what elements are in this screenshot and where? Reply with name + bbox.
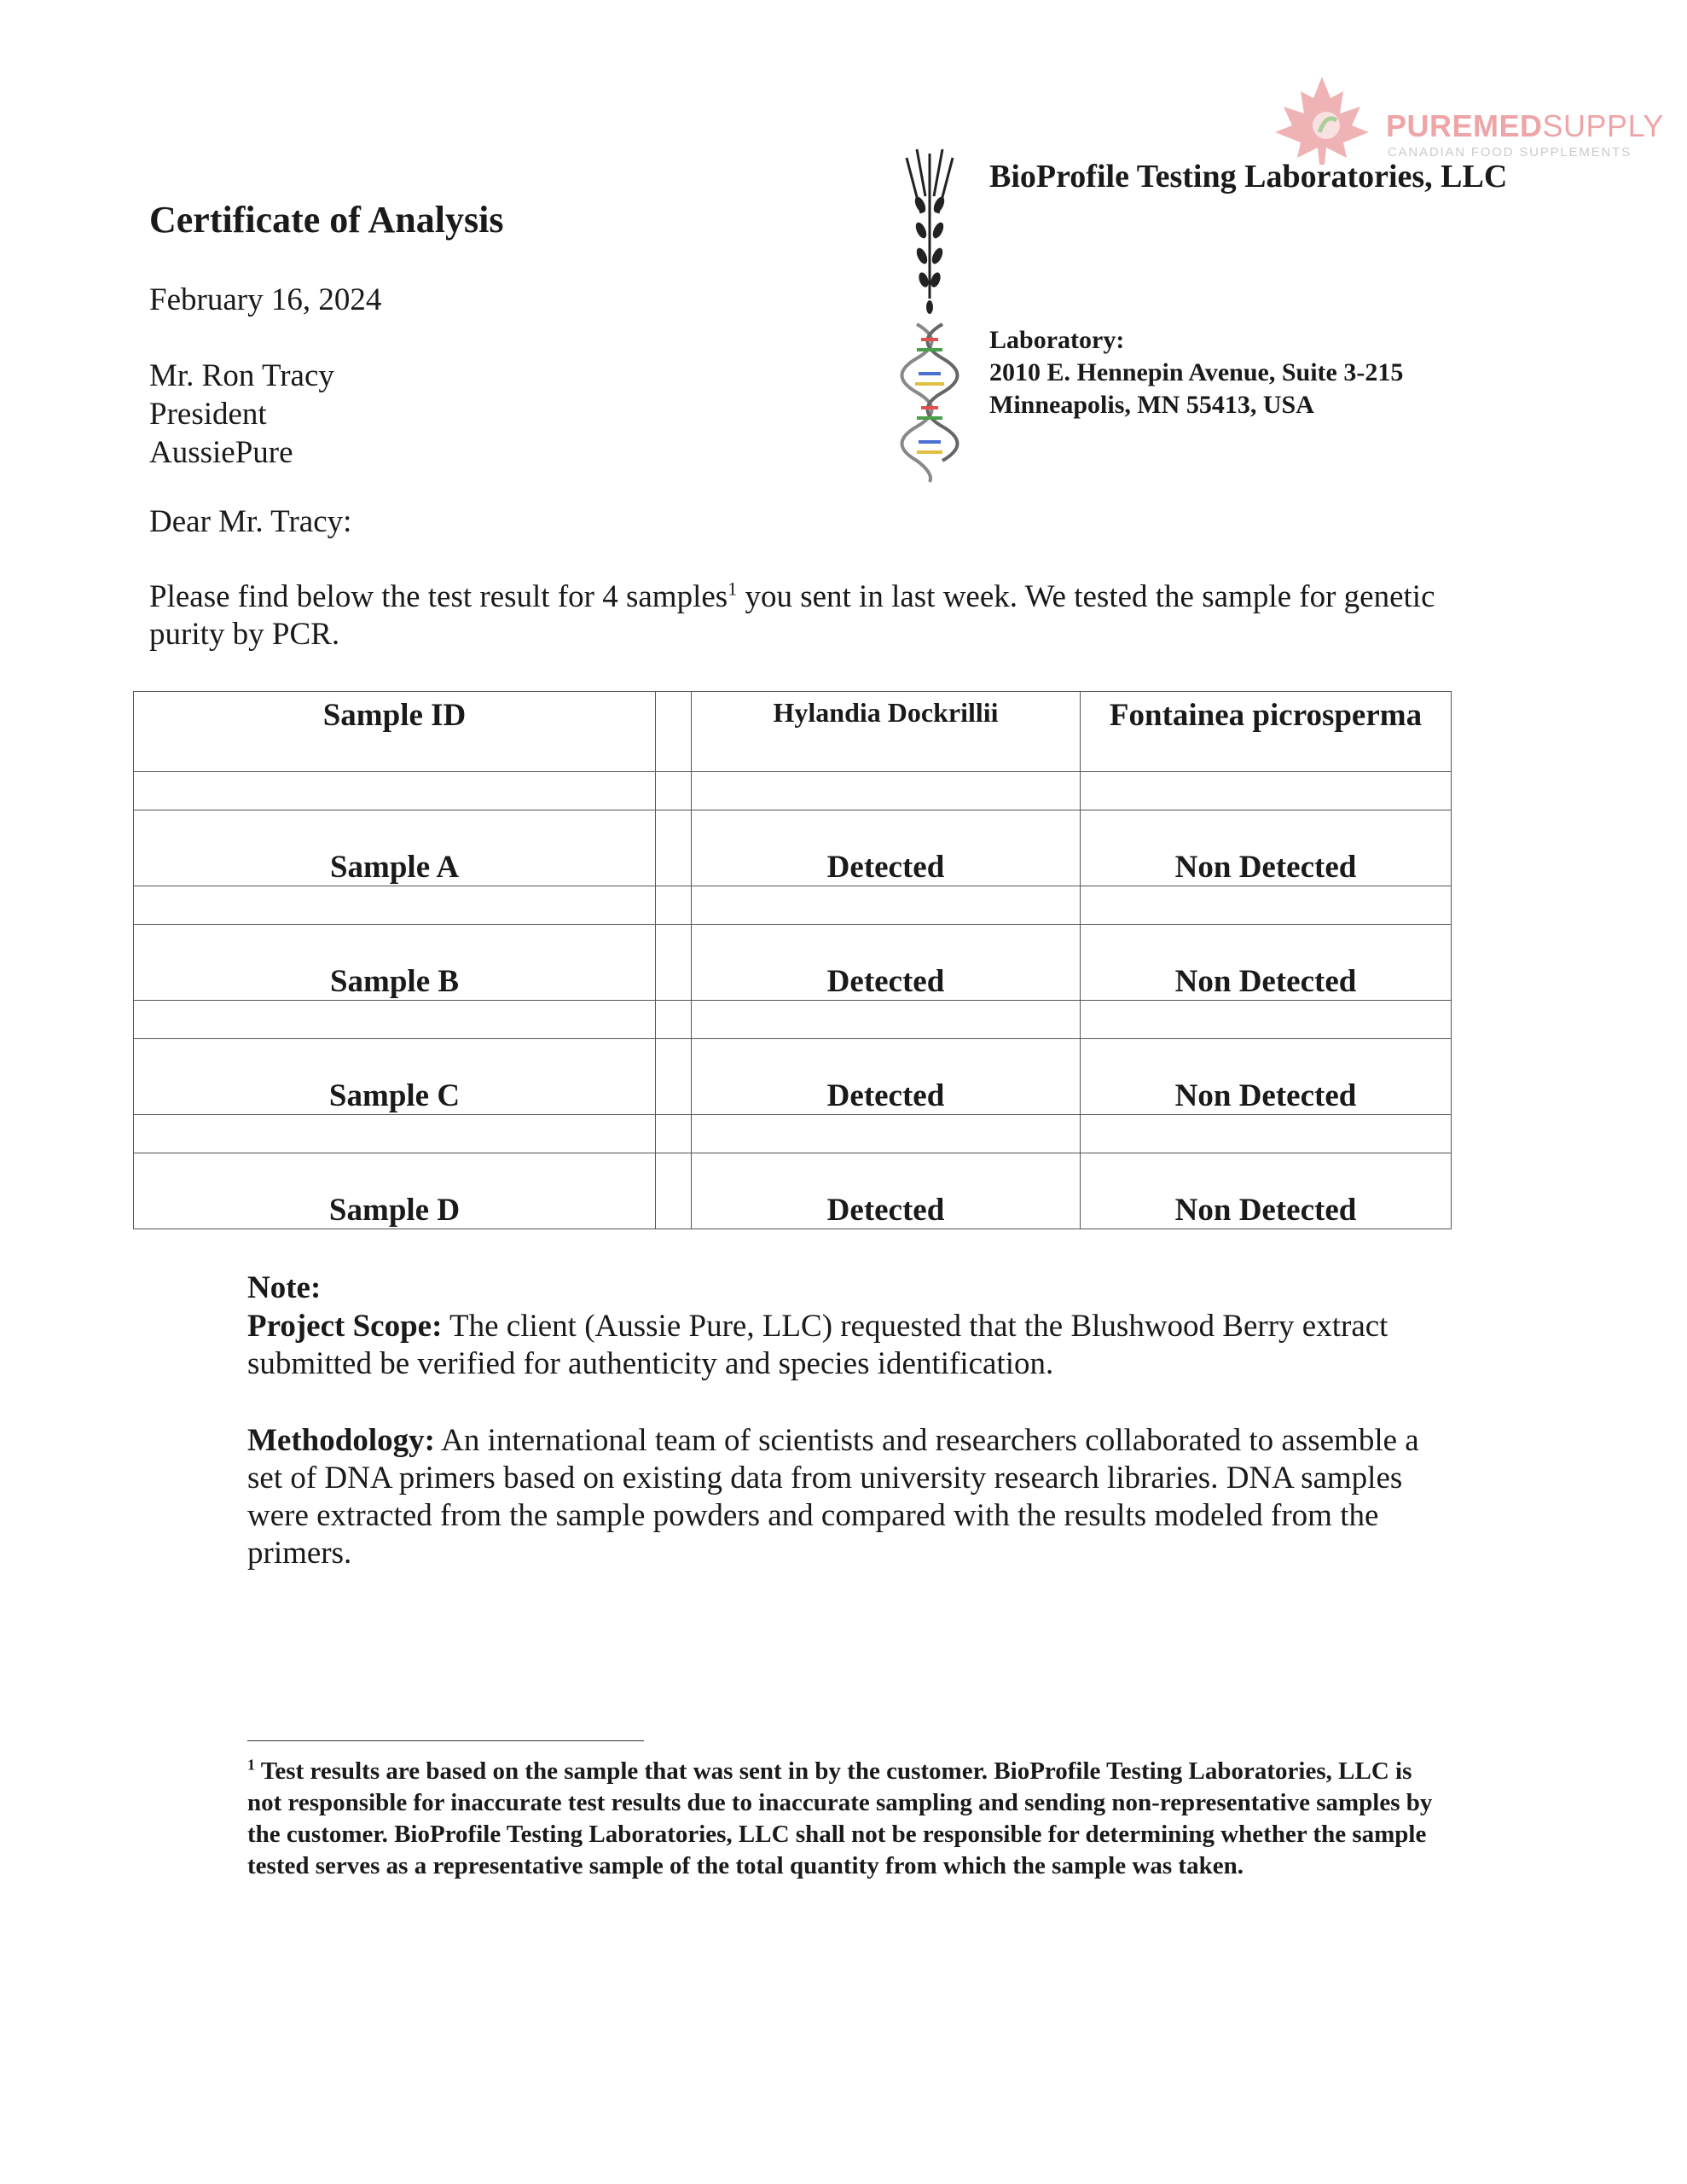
sample-id-cell: Sample D (134, 1153, 656, 1229)
letter-date: February 16, 2024 (149, 282, 382, 317)
footnote-separator (247, 1740, 644, 1741)
header-hylandia: Hylandia Dockrillii (692, 692, 1081, 772)
recipient-company: AussiePure (149, 435, 293, 470)
header-fontainea: Fontainea picrosperma (1081, 692, 1452, 772)
footnote: $^1$ Test results are based on the sample that was sent in by the customer. BioProfile Testing Laboratories, LLC is not responsible for inaccurate test results due to inaccurate sampling and sending non-representative samples by the customer. BioProfile Testing Laboratories, LLC shall not be responsible for determining whether the sample tested serves as a representative sample of the total quantity from which the sample was taken. (247, 1756, 1433, 1879)
fontainea-result-cell: Non Detected (1081, 925, 1452, 1001)
footnote-number: 1 (247, 1756, 255, 1774)
fontainea-result-cell: Non Detected (1081, 1039, 1452, 1115)
recipient-address (149, 357, 334, 472)
dna-wheat-logo-icon (883, 145, 977, 486)
lab-address-line1: 2010 E. Hennepin Avenue, Suite 3-215 (989, 358, 1404, 386)
table-row (134, 1153, 1452, 1229)
sample-id-cell: Sample C (134, 1039, 656, 1115)
results-table (133, 691, 1452, 1229)
recipient-role: President (149, 397, 267, 432)
project-scope-label: Project Scope: (247, 1309, 443, 1344)
hylandia-result-cell: Detected (692, 810, 1081, 886)
sample-id-cell: Sample A (134, 810, 656, 886)
table-row (134, 1039, 1452, 1115)
maple-leaf-icon (1267, 73, 1377, 166)
table-spacer-row (134, 886, 1452, 925)
salutation: Dear Mr. Tracy: (149, 504, 352, 539)
recipient-name: Mr. Ron Tracy (149, 358, 334, 393)
table-spacer-row (134, 772, 1452, 810)
table-spacer-row (134, 1001, 1452, 1039)
watermark-tagline: CANADIAN FOOD SUPPLEMENTS (1388, 145, 1632, 160)
watermark (1267, 73, 1664, 166)
lab-address (989, 324, 1403, 421)
table-row (134, 810, 1452, 886)
hylandia-result-cell: Detected (692, 1153, 1081, 1229)
document-title: Certificate of Analysis (149, 199, 504, 241)
table-spacer-row (134, 1115, 1452, 1153)
header-blank (656, 692, 692, 772)
intro-paragraph: Please find below the test result for 4 samples$^1$ you sent in last week. We tested the sample for genetic purity by PCR. (149, 578, 1435, 652)
note-heading: Note: (247, 1270, 322, 1305)
project-scope-paragraph: Project Scope: The client (Aussie Pure, LLC) requested that the Blushwood Berry extract submitted be verified for authenticity and species identification. (247, 1309, 1388, 1381)
methodology-label: Methodology: (247, 1423, 435, 1458)
watermark-brand: PUREMEDSUPPLY (1386, 108, 1664, 143)
fontainea-result-cell: Non Detected (1081, 1153, 1452, 1229)
lab-name: BioProfile Testing Laboratories, LLC (989, 159, 1508, 195)
lab-address-line2: Minneapolis, MN 55413, USA (989, 391, 1314, 419)
lab-label: Laboratory: (989, 326, 1125, 354)
footnote-marker: 1 (728, 578, 738, 600)
hylandia-result-cell: Detected (692, 1039, 1081, 1115)
table-row (134, 925, 1452, 1001)
sample-id-cell: Sample B (134, 925, 656, 1001)
methodology-paragraph: Methodology: An international team of scientists and researchers collaborated to assemble a set of DNA primers based on existing data from university research libraries. DNA samples were extracted from the sample powders and compared with the results modeled from the primers. (247, 1423, 1419, 1571)
fontainea-result-cell: Non Detected (1081, 810, 1452, 886)
hylandia-result-cell: Detected (692, 925, 1081, 1001)
table-header-row (134, 692, 1452, 772)
header-sample-id: Sample ID (134, 692, 656, 772)
